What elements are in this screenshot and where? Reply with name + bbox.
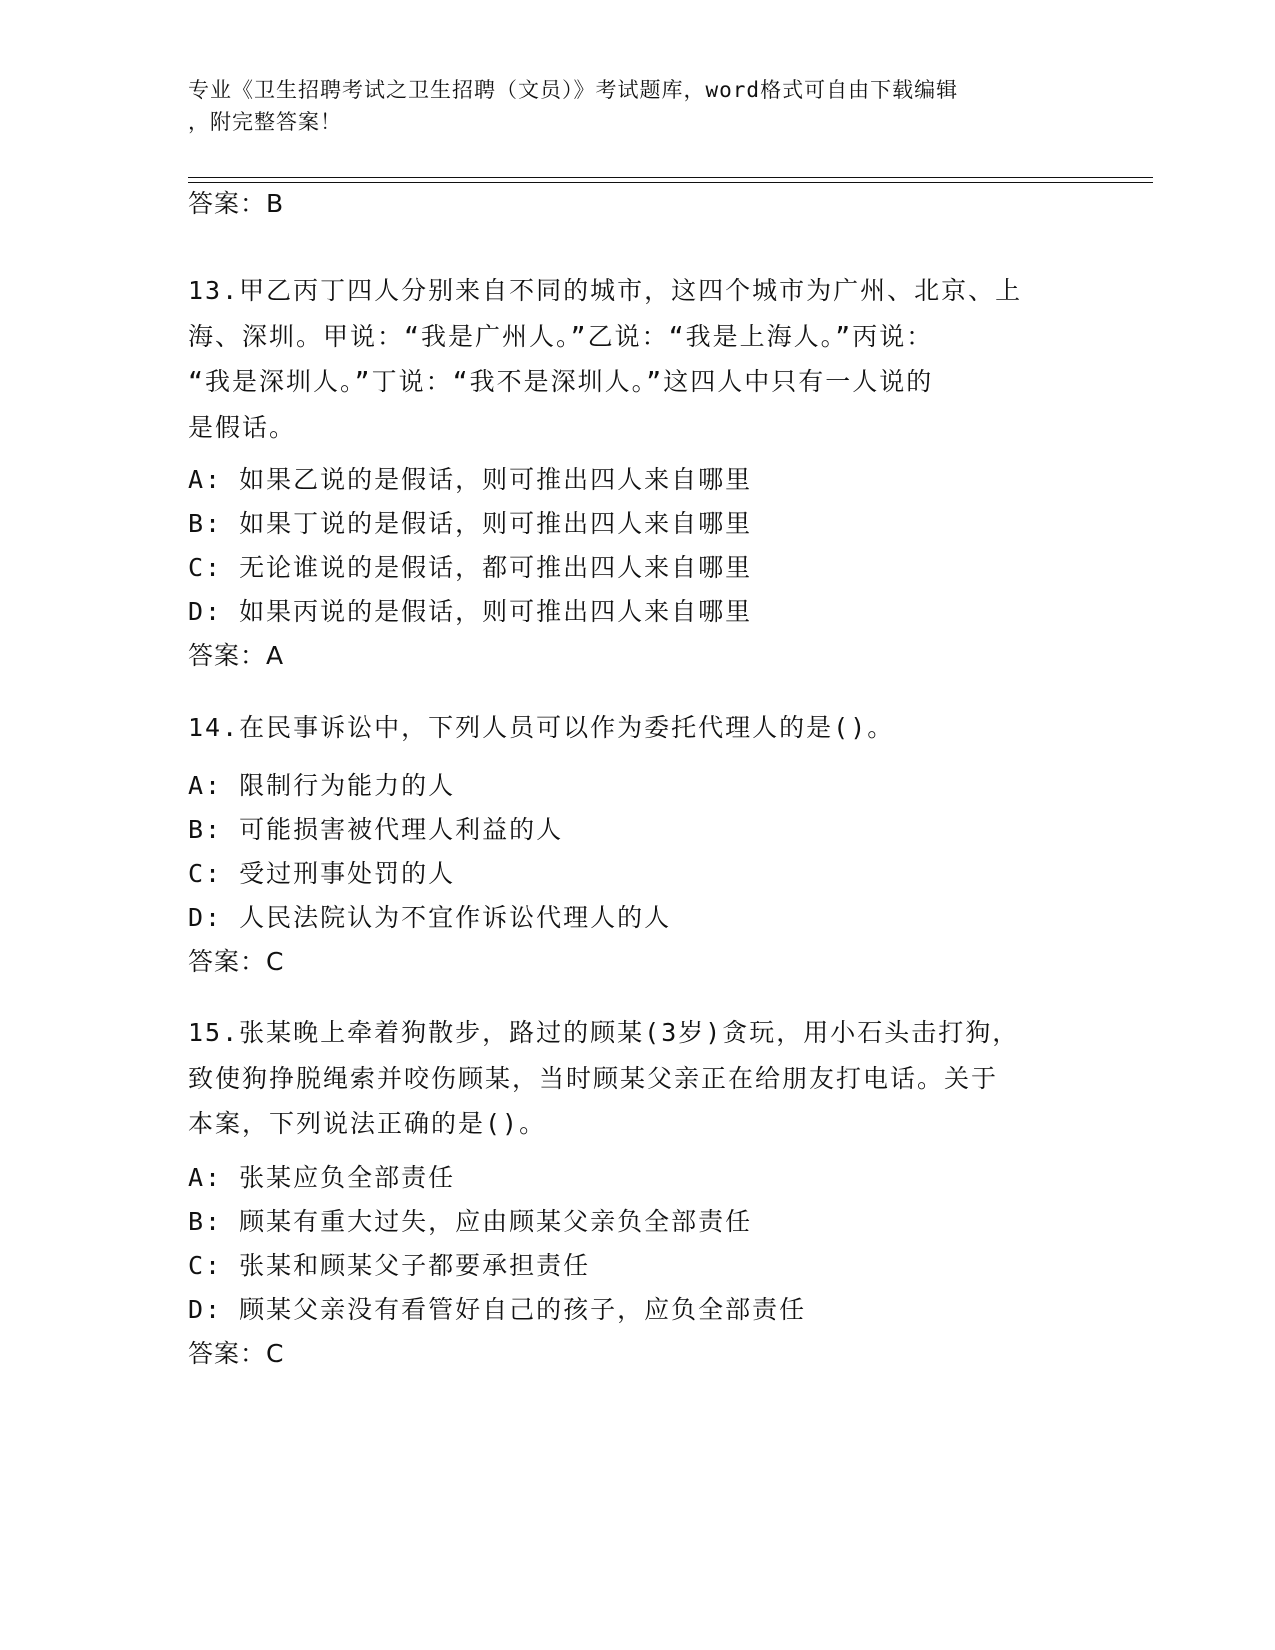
- question-14-option-d: D: 人民法院认为不宜作诉讼代理人的人: [188, 903, 672, 932]
- header-divider-bottom: [188, 182, 1153, 183]
- question-15-option-d: D: 顾某父亲没有看管好自己的孩子，应负全部责任: [188, 1295, 807, 1324]
- document-header: [188, 74, 1088, 138]
- question-13-stem: [188, 268, 1088, 450]
- question-13-stem-line: 海、深圳。甲说：“我是广州人。”乙说：“我是上海人。”丙说：: [188, 321, 934, 351]
- question-13-option-d: D: 如果丙说的是假话，则可推出四人来自哪里: [188, 597, 753, 626]
- question-14-option-a: A: 限制行为能力的人: [188, 771, 456, 800]
- question-15-stem-line: 致使狗挣脱绳索并咬伤顾某，当时顾某父亲正在给朋友打电话。关于: [188, 1063, 999, 1093]
- previous-answer: 答案：B: [188, 189, 285, 218]
- question-15-stem-line: 本案，下列说法正确的是()。: [188, 1109, 547, 1138]
- question-15-stem: [188, 1010, 1088, 1147]
- question-15-stem-line: 15.张某晚上牵着狗散步，路过的顾某(3岁)贪玩，用小石头击打狗，: [188, 1018, 1020, 1047]
- question-14-stem-line: 14.在民事诉讼中，下列人员可以作为委托代理人的是()。: [188, 713, 895, 742]
- question-15-answer: 答案：C: [188, 1339, 285, 1368]
- question-14-option-c: C: 受过刑事处罚的人: [188, 859, 456, 888]
- question-13-option-b: B: 如果丁说的是假话，则可推出四人来自哪里: [188, 509, 753, 538]
- question-14-answer: 答案：C: [188, 947, 285, 976]
- question-13-stem-line: “我是深圳人。”丁说：“我不是深圳人。”这四人中只有一人说的: [188, 367, 934, 396]
- question-13-option-c: C: 无论谁说的是假话，都可推出四人来自哪里: [188, 553, 753, 582]
- question-15-option-b: B: 顾某有重大过失，应由顾某父亲负全部责任: [188, 1207, 753, 1236]
- question-14-option-b: B: 可能损害被代理人利益的人: [188, 815, 564, 844]
- question-15-option-a: A: 张某应负全部责任: [188, 1163, 456, 1192]
- question-13-stem-line: 13.甲乙丙丁四人分别来自不同的城市，这四个城市为广州、北京、上: [188, 276, 1023, 305]
- header-line-2: ，附完整答案！: [188, 110, 342, 134]
- question-13-answer: 答案：A: [188, 641, 285, 670]
- header-line-1: 专业《卫生招聘考试之卫生招聘（文员）》考试题库，word格式可自由下载编辑: [188, 78, 959, 102]
- question-13-stem-line: 是假话。: [188, 412, 297, 442]
- question-15-option-c: C: 张某和顾某父子都要承担责任: [188, 1251, 591, 1280]
- question-14-stem: [188, 705, 1088, 751]
- question-13-option-a: A: 如果乙说的是假话，则可推出四人来自哪里: [188, 465, 753, 494]
- header-divider-top: [188, 177, 1153, 178]
